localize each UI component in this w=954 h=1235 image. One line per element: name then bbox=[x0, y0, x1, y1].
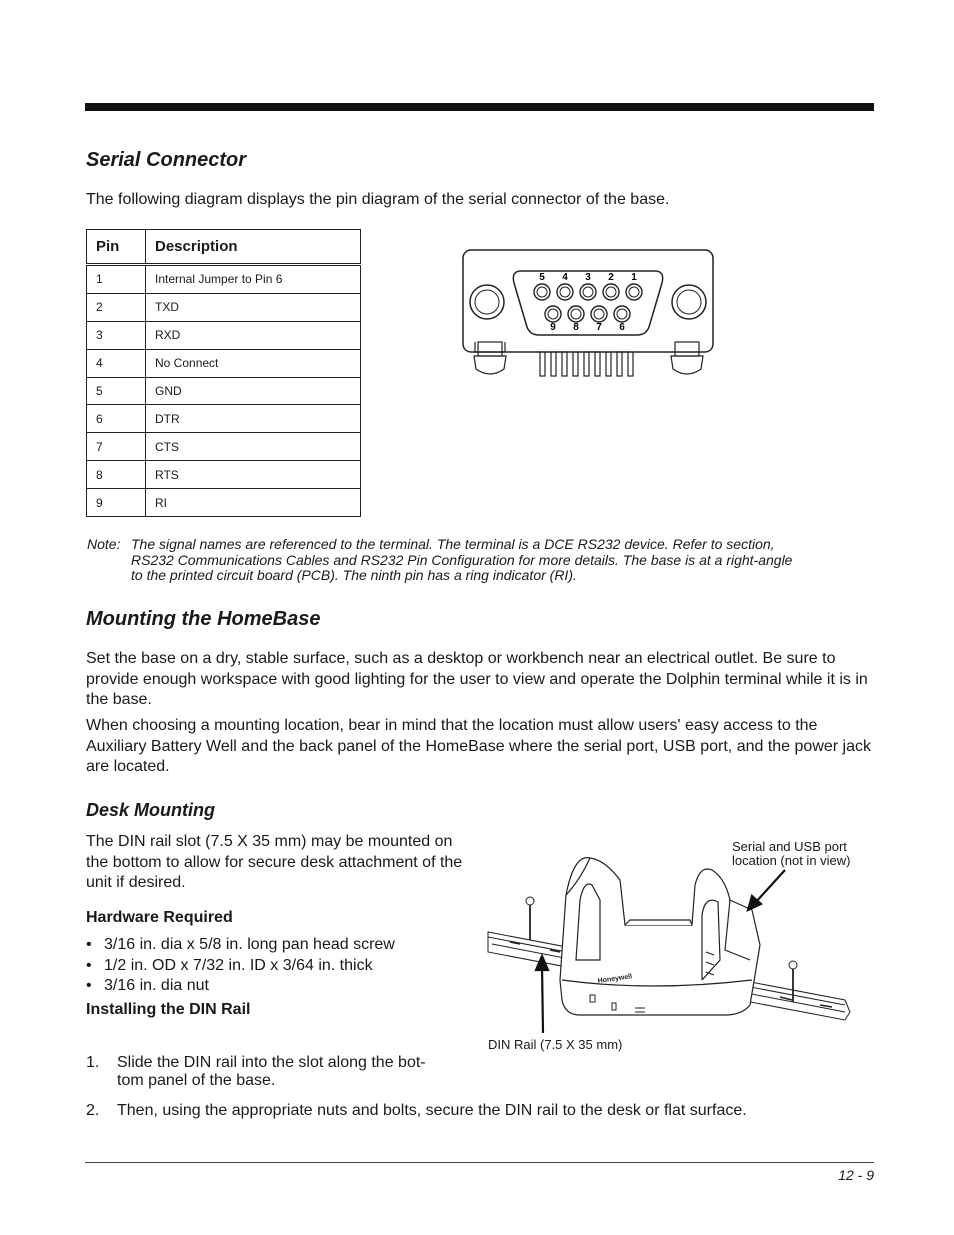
pin-label: 1 bbox=[631, 272, 637, 283]
pin-description: No Connect bbox=[146, 349, 361, 377]
pin-socket bbox=[603, 284, 619, 300]
solder-tail bbox=[540, 352, 545, 376]
serial-connector-heading: Serial Connector bbox=[86, 149, 247, 171]
pin-description: Internal Jumper to Pin 6 bbox=[146, 265, 361, 294]
note-line: RS232 Communications Cables and RS232 Pin Configuration for more details. The base is at a right-angle bbox=[131, 551, 793, 568]
solder-tail bbox=[606, 352, 611, 376]
note-label: Note: bbox=[87, 536, 121, 552]
right-standoff-base bbox=[671, 356, 703, 374]
pin-socket-inner bbox=[548, 309, 558, 319]
desk-mounting-heading: Desk Mounting bbox=[86, 800, 215, 820]
solder-tail bbox=[628, 352, 633, 376]
pin-socket bbox=[626, 284, 642, 300]
serial-connector-diagram bbox=[455, 245, 723, 385]
pin-description: GND bbox=[146, 377, 361, 405]
table-row bbox=[87, 461, 361, 489]
table-row bbox=[87, 489, 361, 517]
solder-tail bbox=[573, 352, 578, 376]
pin-socket-inner bbox=[594, 309, 604, 319]
pin-number: 1 bbox=[87, 265, 146, 294]
pin-socket-inner bbox=[606, 287, 616, 297]
left-mount-hole-inner bbox=[475, 290, 499, 314]
pin-socket bbox=[568, 306, 584, 322]
pin-label: 8 bbox=[573, 322, 579, 333]
table-row bbox=[87, 321, 361, 349]
hardware-item: • 3/16 in. dia x 5/8 in. long pan head screw bbox=[86, 935, 395, 956]
pin-socket-inner bbox=[629, 287, 639, 297]
solder-tail bbox=[584, 352, 589, 376]
homebase-unit bbox=[560, 858, 760, 1015]
pin-column-header: Pin bbox=[87, 230, 146, 265]
connector-shell bbox=[463, 250, 713, 352]
mounting-paragraph-2: When choosing a mounting location, bear in mind that the location must allow users' easy access to the Auxiliary Battery Well and the back panel of the HomeBase where the serial port, USB port, and the power jack are located. bbox=[86, 717, 871, 775]
pin-number: 4 bbox=[87, 349, 146, 377]
table-row bbox=[87, 265, 361, 294]
step-2 bbox=[86, 1102, 876, 1120]
pin-label: 3 bbox=[585, 272, 591, 283]
pin-number: 6 bbox=[87, 405, 146, 433]
solder-tail bbox=[551, 352, 556, 376]
pin-number: 3 bbox=[87, 321, 146, 349]
table-row bbox=[87, 349, 361, 377]
footer-rule bbox=[85, 1162, 874, 1163]
step-1 bbox=[86, 1054, 466, 1089]
header-rule bbox=[85, 103, 874, 111]
right-standoff bbox=[675, 342, 699, 356]
table-row bbox=[87, 377, 361, 405]
pin-description: RXD bbox=[146, 321, 361, 349]
pin-table bbox=[86, 229, 361, 517]
hardware-required-heading: Hardware Required bbox=[86, 909, 233, 926]
solder-tail bbox=[562, 352, 567, 376]
left-bracket bbox=[475, 342, 505, 352]
port-callout-arrow bbox=[755, 870, 785, 903]
pin-socket bbox=[591, 306, 607, 322]
pin-socket bbox=[580, 284, 596, 300]
table-row bbox=[87, 293, 361, 321]
pin-description: RI bbox=[146, 489, 361, 517]
pin-table-header bbox=[87, 230, 361, 265]
pin-socket-inner bbox=[560, 287, 570, 297]
pin-socket bbox=[545, 306, 561, 322]
pin-description: DTR bbox=[146, 405, 361, 433]
pin-label: 2 bbox=[608, 272, 614, 283]
hardware-item: • 3/16 in. dia nut bbox=[86, 976, 395, 997]
right-mount-hole-inner bbox=[677, 290, 701, 314]
hardware-list bbox=[86, 935, 395, 997]
pin-number: 5 bbox=[87, 377, 146, 405]
mounting-paragraph-1: Set the base on a dry, stable surface, such as a desktop or workbench near an electrical outlet. Be sure to provide enough workspace with good lighting for the user to view and operate the Dolphin terminal while it is in the base. bbox=[86, 650, 868, 708]
pin-description: CTS bbox=[146, 433, 361, 461]
mounting-heading: Mounting the HomeBase bbox=[86, 608, 321, 630]
step-text-line: tom panel of the base. bbox=[117, 1071, 276, 1089]
desk-mounting-intro: The DIN rail slot (7.5 X 35 mm) may be mounted on the bottom to allow for secure desk attachment of the unit if desired. bbox=[86, 833, 463, 891]
description-column-header: Description bbox=[146, 230, 361, 265]
pin-description: TXD bbox=[146, 293, 361, 321]
table-row bbox=[87, 405, 361, 433]
pin-socket bbox=[557, 284, 573, 300]
pin-label: 9 bbox=[550, 322, 556, 333]
rail-callout-arrow bbox=[542, 965, 543, 1033]
pin-socket-inner bbox=[583, 287, 593, 297]
screw-left bbox=[526, 897, 534, 940]
hardware-item: • 1/2 in. OD x 7/32 in. ID x 3/64 in. thick bbox=[86, 956, 395, 977]
serial-intro: The following diagram displays the pin diagram of the serial connector of the base. bbox=[86, 191, 670, 208]
step-text-line: Then, using the appropriate nuts and bolts, secure the DIN rail to the desk or flat surface. bbox=[117, 1102, 747, 1119]
left-standoff-base bbox=[474, 356, 506, 374]
pin-label: 7 bbox=[596, 322, 602, 333]
step-text-line: Slide the DIN rail into the slot along the bot- bbox=[117, 1054, 426, 1071]
pin-number: 2 bbox=[87, 293, 146, 321]
pin-description: RTS bbox=[146, 461, 361, 489]
pin-socket-inner bbox=[617, 309, 627, 319]
step-number: 2. bbox=[86, 1102, 100, 1119]
note-text bbox=[131, 537, 876, 584]
pin-socket bbox=[614, 306, 630, 322]
note-line: The signal names are referenced to the terminal. The terminal is a DCE RS232 device. Refer to section, bbox=[131, 536, 775, 552]
pin-label: 6 bbox=[619, 322, 625, 333]
din-rail-callout: DIN Rail (7.5 X 35 mm) bbox=[488, 1037, 623, 1052]
pin-socket bbox=[534, 284, 550, 300]
note-line: to the printed circuit board (PCB). The ninth pin has a ring indicator (RI). bbox=[131, 567, 577, 583]
pin-number: 7 bbox=[87, 433, 146, 461]
solder-tail bbox=[595, 352, 600, 376]
homebase-din-rail-figure bbox=[480, 840, 880, 1055]
brand-label: Honeywell bbox=[597, 973, 633, 985]
step-number: 1. bbox=[86, 1054, 100, 1071]
installing-din-rail-heading: Installing the DIN Rail bbox=[86, 1001, 251, 1018]
left-standoff bbox=[478, 342, 502, 356]
page-number: 12 - 9 bbox=[838, 1167, 874, 1183]
pin-socket-inner bbox=[571, 309, 581, 319]
table-row bbox=[87, 433, 361, 461]
port-location-callout: Serial and USB port location (not in view) bbox=[732, 839, 851, 868]
solder-tail bbox=[617, 352, 622, 376]
pin-label: 5 bbox=[539, 272, 545, 283]
pin-label: 4 bbox=[562, 272, 568, 283]
pin-number: 8 bbox=[87, 461, 146, 489]
pin-number: 9 bbox=[87, 489, 146, 517]
pin-socket-inner bbox=[537, 287, 547, 297]
